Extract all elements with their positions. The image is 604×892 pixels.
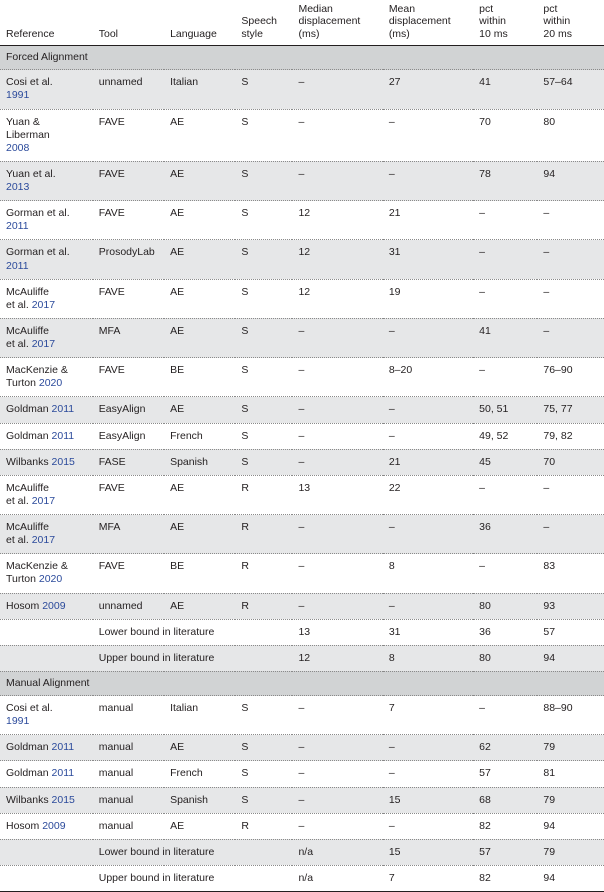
- cell-reference: [0, 515, 93, 554]
- cell-mean-displacement: 8: [383, 645, 473, 671]
- cell-summary-label: Upper bound in literature: [93, 865, 293, 891]
- cell-pct-within-10ms: 45: [473, 449, 537, 475]
- reference-line: Goldman 2011: [6, 429, 75, 442]
- cell-median-displacement: –: [292, 554, 382, 593]
- cell-reference: [0, 761, 93, 787]
- cell-mean-displacement: –: [383, 161, 473, 200]
- cell-pct-within-20ms: 80: [537, 109, 604, 161]
- cell-language: AE: [164, 397, 235, 423]
- cell-reference: [0, 475, 93, 514]
- cell-reference: [0, 619, 93, 645]
- cell-reference: [0, 735, 93, 761]
- table-row: [0, 839, 604, 865]
- cell-speech-style: S: [235, 161, 292, 200]
- cell-mean-displacement: –: [383, 735, 473, 761]
- cell-speech-style: S: [235, 279, 292, 318]
- cell-language: AE: [164, 475, 235, 514]
- table-header: [0, 0, 604, 46]
- cell-mean-displacement: 15: [383, 787, 473, 813]
- reference-line: [6, 181, 87, 194]
- cell-median-displacement: –: [292, 735, 382, 761]
- citation-link[interactable]: 2020: [38, 573, 63, 586]
- citation-link[interactable]: 1991: [6, 715, 30, 728]
- column-header-line: 10 ms: [479, 27, 508, 40]
- cell-language: AE: [164, 201, 235, 240]
- cell-tool: unnamed: [93, 593, 164, 619]
- reference-line: McAuliffe: [6, 521, 49, 533]
- citation-link[interactable]: 2017: [31, 534, 56, 547]
- reference-line: et al. 2017: [6, 298, 56, 311]
- table-row: [0, 201, 604, 240]
- cell-pct-within-20ms: –: [537, 318, 604, 357]
- cell-speech-style: S: [235, 240, 292, 279]
- cell-language: BE: [164, 554, 235, 593]
- cell-tool: MFA: [93, 515, 164, 554]
- reference-line: McAuliffe: [6, 481, 49, 494]
- table-row: [0, 397, 604, 423]
- cell-tool: FAVE: [93, 475, 164, 514]
- cell-reference: [0, 161, 93, 200]
- table-row: [0, 554, 604, 593]
- column-header-line: displacement: [388, 15, 451, 28]
- table-row: [0, 240, 604, 279]
- cell-speech-style: S: [235, 358, 292, 397]
- cell-reference: [0, 358, 93, 397]
- table-row: [0, 423, 604, 449]
- citation-link[interactable]: 2013: [6, 181, 30, 193]
- cell-speech-style: S: [235, 423, 292, 449]
- cell-pct-within-10ms: 41: [473, 70, 537, 109]
- cell-mean-displacement: –: [383, 515, 473, 554]
- cell-reference: [0, 554, 93, 593]
- table-row: [0, 593, 604, 619]
- reference-line: Wilbanks 2015: [6, 793, 75, 806]
- citation-link[interactable]: 2011: [51, 767, 75, 780]
- reference-line: MacKenzie &: [6, 560, 68, 573]
- cell-pct-within-20ms: –: [537, 475, 604, 514]
- cell-reference: [0, 645, 93, 671]
- cell-speech-style: R: [235, 554, 292, 593]
- column-header-line: Speech: [241, 15, 278, 28]
- cell-pct-within-10ms: 70: [473, 109, 537, 161]
- cell-tool: manual: [93, 761, 164, 787]
- column-header-reference: [0, 0, 93, 46]
- table-row: [0, 358, 604, 397]
- cell-median-displacement: –: [292, 161, 382, 200]
- section-title: Forced Alignment: [0, 46, 604, 70]
- reference-line: Goldman 2011: [6, 741, 75, 754]
- citation-link[interactable]: 2011: [51, 741, 75, 754]
- cell-median-displacement: n/a: [292, 865, 382, 891]
- cell-language: AE: [164, 279, 235, 318]
- reference-line: Yuan &: [6, 115, 40, 128]
- cell-pct-within-20ms: 76–90: [537, 358, 604, 397]
- section-title: Manual Alignment: [0, 671, 604, 695]
- cell-reference: [0, 593, 93, 619]
- cell-reference: [0, 839, 93, 865]
- cell-speech-style: S: [235, 70, 292, 109]
- cell-pct-within-10ms: –: [473, 279, 537, 318]
- cell-reference: [0, 865, 93, 891]
- cell-median-displacement: –: [292, 813, 382, 839]
- cell-reference: [0, 318, 93, 357]
- column-header-line: within: [543, 15, 571, 28]
- table-row: [0, 475, 604, 514]
- column-header-line: pct: [479, 3, 494, 15]
- cell-median-displacement: –: [292, 318, 382, 357]
- table-row: [0, 619, 604, 645]
- cell-language: Italian: [164, 696, 235, 735]
- cell-language: AE: [164, 813, 235, 839]
- table-body: [0, 46, 604, 892]
- reference-line: MacKenzie &: [6, 364, 68, 377]
- citation-link[interactable]: 2008: [6, 141, 30, 154]
- cell-tool: FAVE: [93, 279, 164, 318]
- reference-line: Cosi et al.: [6, 76, 53, 89]
- cell-mean-displacement: 27: [383, 70, 473, 109]
- reference-line: Yuan et al.: [6, 167, 56, 180]
- cell-mean-displacement: –: [383, 318, 473, 357]
- table-row: [0, 449, 604, 475]
- citation-link[interactable]: 2011: [6, 259, 29, 272]
- reference-line: [6, 89, 87, 102]
- cell-mean-displacement: 21: [383, 449, 473, 475]
- cell-tool: FAVE: [93, 554, 164, 593]
- column-header-language: [164, 0, 235, 46]
- table-header-row: [0, 0, 604, 46]
- cell-pct-within-20ms: 94: [537, 865, 604, 891]
- column-header-line: style: [241, 27, 263, 40]
- cell-mean-displacement: 22: [383, 475, 473, 514]
- cell-median-displacement: –: [292, 787, 382, 813]
- column-header-pct-within-10ms: [473, 0, 537, 46]
- cell-speech-style: S: [235, 787, 292, 813]
- cell-speech-style: S: [235, 735, 292, 761]
- cell-tool: ProsodyLab: [93, 240, 164, 279]
- cell-tool: FAVE: [93, 201, 164, 240]
- cell-speech-style: R: [235, 475, 292, 514]
- cell-pct-within-20ms: 94: [537, 161, 604, 200]
- column-header-line: 20 ms: [543, 27, 572, 40]
- reference-line: Liberman: [6, 128, 50, 141]
- cell-tool: FAVE: [93, 109, 164, 161]
- cell-median-displacement: –: [292, 761, 382, 787]
- cell-median-displacement: –: [292, 70, 382, 109]
- cell-tool: FAVE: [93, 161, 164, 200]
- cell-pct-within-20ms: 79: [537, 735, 604, 761]
- column-header-line: Reference: [6, 27, 55, 40]
- table-section-header: [0, 671, 604, 695]
- cell-speech-style: R: [235, 515, 292, 554]
- cell-language: Spanish: [164, 787, 235, 813]
- cell-speech-style: R: [235, 813, 292, 839]
- cell-mean-displacement: –: [383, 423, 473, 449]
- cell-reference: [0, 813, 93, 839]
- column-header-line: Tool: [98, 27, 118, 40]
- cell-pct-within-10ms: 68: [473, 787, 537, 813]
- reference-line: McAuliffe: [6, 285, 49, 298]
- cell-median-displacement: –: [292, 449, 382, 475]
- column-header-pct-within-20ms: [537, 0, 604, 46]
- cell-tool: MFA: [93, 318, 164, 357]
- cell-reference: [0, 109, 93, 161]
- table-row: [0, 813, 604, 839]
- cell-speech-style: S: [235, 318, 292, 357]
- cell-language: French: [164, 761, 235, 787]
- cell-median-displacement: –: [292, 397, 382, 423]
- cell-reference: [0, 397, 93, 423]
- cell-pct-within-10ms: –: [473, 696, 537, 735]
- cell-summary-label: Lower bound in literature: [93, 619, 293, 645]
- cell-pct-within-10ms: –: [473, 554, 537, 593]
- cell-mean-displacement: 31: [383, 240, 473, 279]
- reference-line: Hosom 2009: [6, 599, 66, 612]
- table-section-header: [0, 46, 604, 70]
- cell-tool: manual: [93, 813, 164, 839]
- cell-pct-within-20ms: 88–90: [537, 696, 604, 735]
- citation-link[interactable]: 2015: [51, 455, 75, 468]
- cell-median-displacement: –: [292, 515, 382, 554]
- column-header-mean-displacement: [383, 0, 473, 46]
- column-header-line: Mean: [388, 3, 416, 15]
- cell-median-displacement: –: [292, 358, 382, 397]
- cell-mean-displacement: –: [383, 593, 473, 619]
- reference-line: Turton 2020: [6, 377, 63, 390]
- cell-reference: [0, 423, 93, 449]
- table-row: [0, 161, 604, 200]
- cell-reference: [0, 70, 93, 109]
- cell-median-displacement: 12: [292, 240, 382, 279]
- citation-link[interactable]: 2015: [51, 793, 75, 806]
- cell-mean-displacement: –: [383, 813, 473, 839]
- cell-pct-within-10ms: 62: [473, 735, 537, 761]
- column-header-line: (ms): [298, 27, 320, 40]
- cell-mean-displacement: –: [383, 397, 473, 423]
- cell-tool: manual: [93, 696, 164, 735]
- reference-line: [6, 260, 87, 273]
- cell-pct-within-20ms: 94: [537, 813, 604, 839]
- cell-language: AE: [164, 515, 235, 554]
- table-row: [0, 696, 604, 735]
- cell-mean-displacement: 7: [383, 696, 473, 735]
- cell-mean-displacement: 21: [383, 201, 473, 240]
- cell-speech-style: S: [235, 201, 292, 240]
- cell-speech-style: S: [235, 449, 292, 475]
- cell-reference: [0, 696, 93, 735]
- cell-summary-label: Upper bound in literature: [93, 645, 293, 671]
- citation-link[interactable]: 2009: [42, 819, 66, 832]
- reference-line: [6, 715, 87, 728]
- column-header-median-displacement: [292, 0, 382, 46]
- cell-language: AE: [164, 161, 235, 200]
- table-row: [0, 865, 604, 891]
- cell-pct-within-20ms: 70: [537, 449, 604, 475]
- column-header-speech-style: [235, 0, 292, 46]
- cell-median-displacement: 13: [292, 475, 382, 514]
- cell-pct-within-20ms: 57: [537, 619, 604, 645]
- reference-line: Turton 2020: [6, 573, 63, 586]
- cell-pct-within-20ms: –: [537, 201, 604, 240]
- cell-pct-within-20ms: 93: [537, 593, 604, 619]
- citation-link[interactable]: 2020: [38, 377, 63, 390]
- cell-pct-within-10ms: 36: [473, 515, 537, 554]
- cell-speech-style: R: [235, 593, 292, 619]
- cell-median-displacement: –: [292, 109, 382, 161]
- cell-language: AE: [164, 318, 235, 357]
- cell-median-displacement: 12: [292, 279, 382, 318]
- cell-tool: FASE: [93, 449, 164, 475]
- cell-pct-within-20ms: 57–64: [537, 70, 604, 109]
- citation-link[interactable]: 1991: [6, 89, 30, 102]
- cell-speech-style: S: [235, 696, 292, 735]
- reference-line: Gorman et al.: [6, 207, 70, 220]
- cell-language: AE: [164, 240, 235, 279]
- column-header-line: pct: [543, 3, 558, 15]
- reference-line: et al. 2017: [6, 534, 56, 547]
- cell-language: AE: [164, 735, 235, 761]
- citation-link[interactable]: 2009: [42, 599, 66, 612]
- table-row: [0, 70, 604, 109]
- reference-line: et al. 2017: [6, 338, 56, 350]
- cell-mean-displacement: –: [383, 761, 473, 787]
- cell-mean-displacement: 8: [383, 554, 473, 593]
- reference-line: [6, 220, 87, 233]
- citation-link[interactable]: 2017: [31, 338, 56, 350]
- table-row: [0, 645, 604, 671]
- cell-pct-within-20ms: –: [537, 279, 604, 318]
- cell-reference: [0, 787, 93, 813]
- cell-reference: [0, 201, 93, 240]
- cell-median-displacement: 13: [292, 619, 382, 645]
- cell-pct-within-20ms: 79: [537, 839, 604, 865]
- cell-mean-displacement: –: [383, 109, 473, 161]
- cell-language: French: [164, 423, 235, 449]
- reference-line: Goldman 2011: [6, 767, 75, 780]
- cell-pct-within-10ms: 82: [473, 865, 537, 891]
- table-row: [0, 787, 604, 813]
- cell-pct-within-10ms: 49, 52: [473, 423, 537, 449]
- cell-language: AE: [164, 109, 235, 161]
- cell-pct-within-10ms: 82: [473, 813, 537, 839]
- cell-tool: FAVE: [93, 358, 164, 397]
- cell-median-displacement: –: [292, 696, 382, 735]
- cell-mean-displacement: 19: [383, 279, 473, 318]
- cell-pct-within-20ms: 81: [537, 761, 604, 787]
- table-row: [0, 109, 604, 161]
- cell-pct-within-10ms: –: [473, 475, 537, 514]
- cell-pct-within-10ms: –: [473, 240, 537, 279]
- cell-pct-within-20ms: 79, 82: [537, 423, 604, 449]
- cell-reference: [0, 240, 93, 279]
- column-header-line: within: [479, 15, 507, 28]
- cell-reference: [0, 449, 93, 475]
- cell-pct-within-20ms: –: [537, 240, 604, 279]
- reference-line: [6, 142, 87, 155]
- cell-speech-style: S: [235, 109, 292, 161]
- cell-language: Italian: [164, 70, 235, 109]
- cell-mean-displacement: 31: [383, 619, 473, 645]
- cell-median-displacement: –: [292, 423, 382, 449]
- cell-pct-within-10ms: 50, 51: [473, 397, 537, 423]
- cell-pct-within-10ms: 57: [473, 761, 537, 787]
- cell-pct-within-10ms: 80: [473, 645, 537, 671]
- cell-median-displacement: 12: [292, 201, 382, 240]
- reference-line: Gorman et al.: [6, 246, 70, 259]
- cell-pct-within-20ms: –: [537, 515, 604, 554]
- citation-link[interactable]: 2011: [6, 220, 29, 233]
- table-row: [0, 279, 604, 318]
- cell-pct-within-10ms: –: [473, 358, 537, 397]
- cell-language: BE: [164, 358, 235, 397]
- cell-median-displacement: 12: [292, 645, 382, 671]
- cell-pct-within-20ms: 79: [537, 787, 604, 813]
- cell-mean-displacement: 8–20: [383, 358, 473, 397]
- cell-tool: unnamed: [93, 70, 164, 109]
- citation-link[interactable]: 2011: [51, 429, 75, 442]
- reference-line: Hosom 2009: [6, 819, 66, 832]
- cell-median-displacement: n/a: [292, 839, 382, 865]
- reference-line: McAuliffe: [6, 324, 49, 337]
- cell-language: AE: [164, 593, 235, 619]
- cell-pct-within-10ms: 78: [473, 161, 537, 200]
- cell-pct-within-10ms: 36: [473, 619, 537, 645]
- citation-link[interactable]: 2011: [51, 403, 75, 416]
- cell-language: Spanish: [164, 449, 235, 475]
- column-header-line: Language: [170, 27, 217, 40]
- cell-speech-style: S: [235, 761, 292, 787]
- cell-pct-within-10ms: 80: [473, 593, 537, 619]
- cell-pct-within-10ms: 57: [473, 839, 537, 865]
- table-row: [0, 735, 604, 761]
- cell-tool: EasyAlign: [93, 397, 164, 423]
- column-header-line: displacement: [298, 15, 361, 28]
- citation-link[interactable]: 2017: [31, 494, 56, 507]
- table-row: [0, 761, 604, 787]
- cell-pct-within-20ms: 83: [537, 554, 604, 593]
- cell-tool: manual: [93, 787, 164, 813]
- reference-line: Goldman 2011: [6, 403, 75, 416]
- reference-line: Wilbanks 2015: [6, 455, 75, 468]
- cell-pct-within-20ms: 94: [537, 645, 604, 671]
- table-row: [0, 318, 604, 357]
- citation-link[interactable]: 2017: [31, 298, 56, 311]
- cell-reference: [0, 279, 93, 318]
- cell-mean-displacement: 15: [383, 839, 473, 865]
- cell-tool: manual: [93, 735, 164, 761]
- cell-pct-within-20ms: 75, 77: [537, 397, 604, 423]
- column-header-line: Median: [298, 3, 333, 15]
- cell-mean-displacement: 7: [383, 865, 473, 891]
- column-header-line: (ms): [388, 27, 410, 40]
- reference-line: et al. 2017: [6, 494, 56, 507]
- cell-speech-style: S: [235, 397, 292, 423]
- cell-summary-label: Lower bound in literature: [93, 839, 293, 865]
- column-header-tool: [93, 0, 164, 46]
- cell-tool: EasyAlign: [93, 423, 164, 449]
- table-row: [0, 515, 604, 554]
- cell-pct-within-10ms: –: [473, 201, 537, 240]
- cell-pct-within-10ms: 41: [473, 318, 537, 357]
- reference-line: Cosi et al.: [6, 702, 53, 714]
- cell-median-displacement: –: [292, 593, 382, 619]
